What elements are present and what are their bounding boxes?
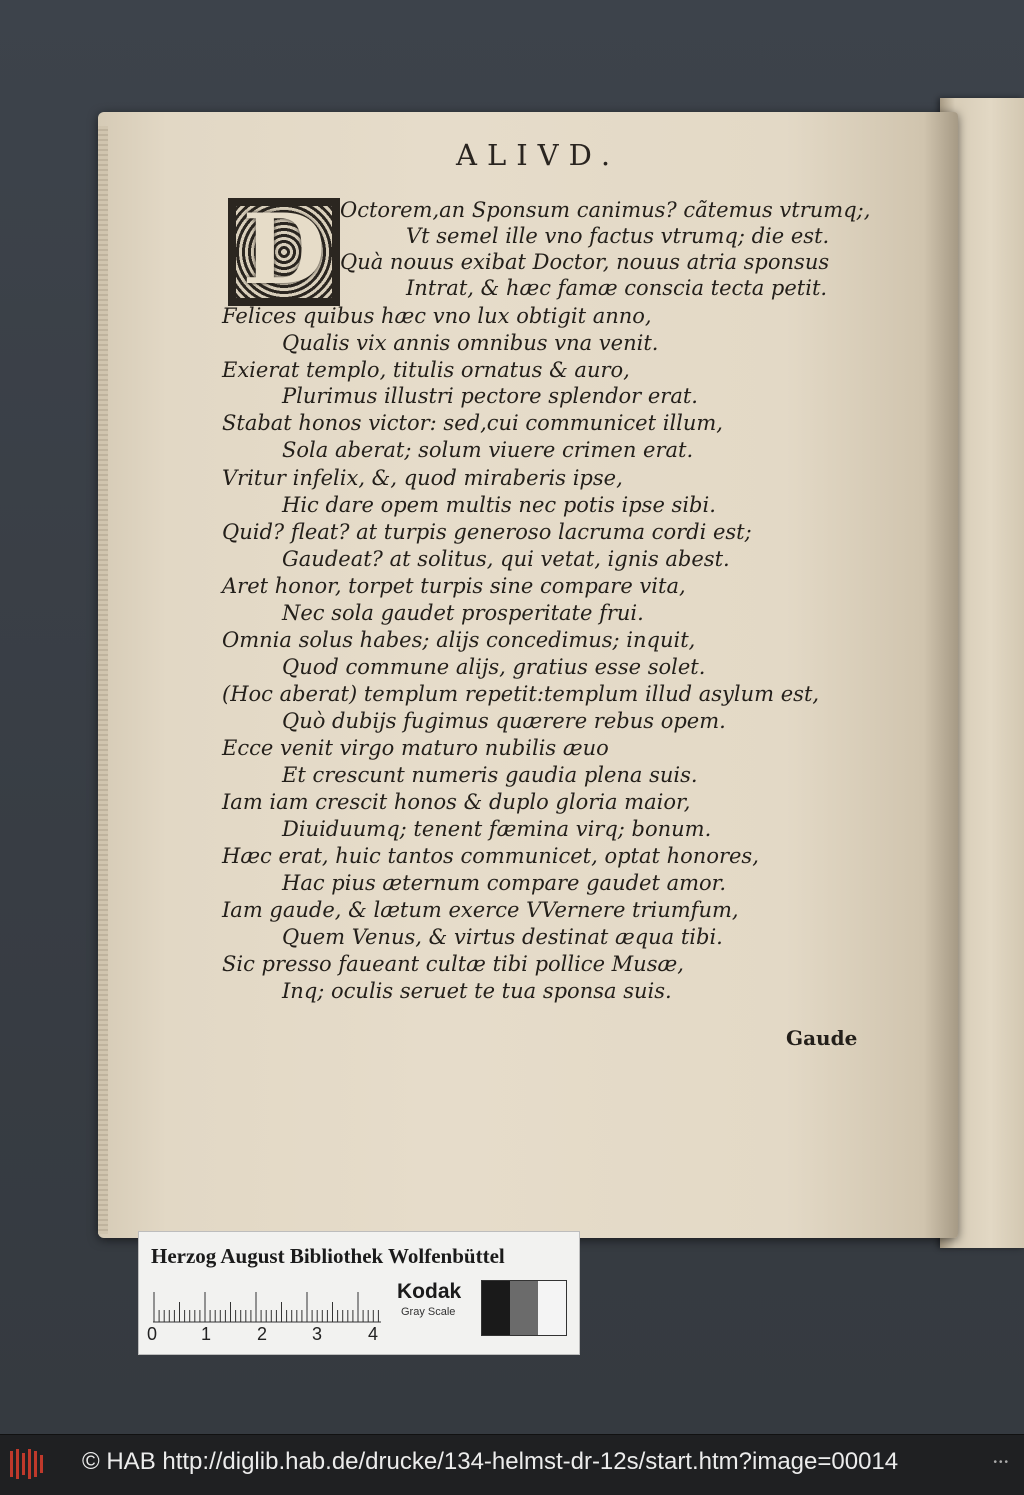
poem-line: Quò dubijs fugimus quærere rebus opem. xyxy=(282,709,726,733)
poem-line: Inq; oculis seruet te tua sponsa suis. xyxy=(282,979,672,1003)
poem-line: Gaudeat? at solitus, qui vetat, ignis abest. xyxy=(282,547,730,571)
ruler-scale xyxy=(153,1288,381,1326)
poem-line: Quem Venus, & virtus destinat æqua tibi. xyxy=(282,925,723,949)
poem-line: Octorem,an Sponsum canimus? cãtemus vtrumq;, xyxy=(340,198,871,222)
poem-line: (Hoc aberat) templum repetit:templum illud asylum est, xyxy=(222,682,820,706)
swatch-mid xyxy=(510,1281,538,1335)
catchword: Gaude xyxy=(786,1026,858,1050)
poem-line: Sic presso faueant cultæ tibi pollice Musæ, xyxy=(222,952,684,976)
swatch-dark xyxy=(482,1281,510,1335)
poem-line: Intrat, & hæc famæ conscia tecta petit. xyxy=(406,276,828,300)
swatch-light xyxy=(538,1281,566,1335)
running-head: ALIVD. xyxy=(456,138,621,172)
initial-letter: D xyxy=(242,193,326,306)
poem-line: Diuiduumq; tenent fæmina virq; bonum. xyxy=(282,817,712,841)
poem-line: Hac pius æternum compare gaudet amor. xyxy=(282,871,727,895)
grayscale-swatches xyxy=(481,1280,567,1336)
poem-line: Plurimus illustri pectore splendor erat. xyxy=(282,384,698,408)
grayscale-label: Gray Scale xyxy=(401,1306,456,1318)
poem-line: Felices quibus hæc vno lux obtigit anno, xyxy=(222,304,652,328)
poem-line: Nec sola gaudet prosperitate frui. xyxy=(282,601,644,625)
ruler-number: 3 xyxy=(312,1324,323,1344)
decorated-initial xyxy=(228,193,340,306)
page-stack-edge xyxy=(98,126,108,1234)
ruler-number: 4 xyxy=(368,1324,379,1344)
poem-line: Iam gaude, & lætum exerce VVernere triumfum, xyxy=(222,898,739,922)
poem-line: Stabat honos victor: sed,cui communicet illum, xyxy=(222,411,723,435)
poem-line: Hæc erat, huic tantos communicet, optat honores, xyxy=(222,844,759,868)
poem-line: Omnia solus habes; alijs concedimus; inquit, xyxy=(222,628,696,652)
viewer-footer xyxy=(0,1434,1024,1495)
poem-line: Quod commune alijs, gratius esse solet. xyxy=(282,655,706,679)
ruler-number: 1 xyxy=(201,1324,212,1344)
more-icon[interactable]: ••• xyxy=(993,1457,1010,1468)
poem-line: Vritur infelix, &, quod miraberis ipse, xyxy=(222,466,623,490)
poem-line: Iam iam crescit honos & duplo gloria maior, xyxy=(222,790,691,814)
poem-line: Exierat templo, titulis ornatus & auro, xyxy=(222,358,630,382)
ruler-number: 0 xyxy=(147,1324,158,1344)
poem-line: Aret honor, torpet turpis sine compare vita, xyxy=(222,574,686,598)
poem-line: Quid? fleat? at turpis generoso lacruma cordi est; xyxy=(222,520,752,544)
copyright-url[interactable]: © HAB http://diglib.hab.de/drucke/134-helmst-dr-12s/start.htm?image=00014 xyxy=(82,1448,899,1475)
poem-line: Quà nouus exibat Doctor, nouus atria sponsus xyxy=(340,250,830,274)
card-title: Herzog August Bibliothek Wolfenbüttel xyxy=(151,1244,505,1268)
poem-line: Qualis vix annis omnibus vna venit. xyxy=(282,331,659,355)
poem-line: Hic dare opem multis nec potis ipse sibi. xyxy=(282,493,716,517)
color-reference-card xyxy=(138,1231,580,1355)
poem-line: Vt semel ille vno factus vtrumq; die est. xyxy=(406,224,830,248)
poem-line: Sola aberat; solum viuere crimen erat. xyxy=(282,438,694,462)
brand-label: Kodak xyxy=(397,1280,462,1303)
hab-logo-icon xyxy=(8,1447,48,1481)
poem-line: Et crescunt numeris gaudia plena suis. xyxy=(282,763,698,787)
ruler-number: 2 xyxy=(257,1324,268,1344)
poem-line: Ecce venit virgo maturo nubilis æuo xyxy=(222,736,609,760)
